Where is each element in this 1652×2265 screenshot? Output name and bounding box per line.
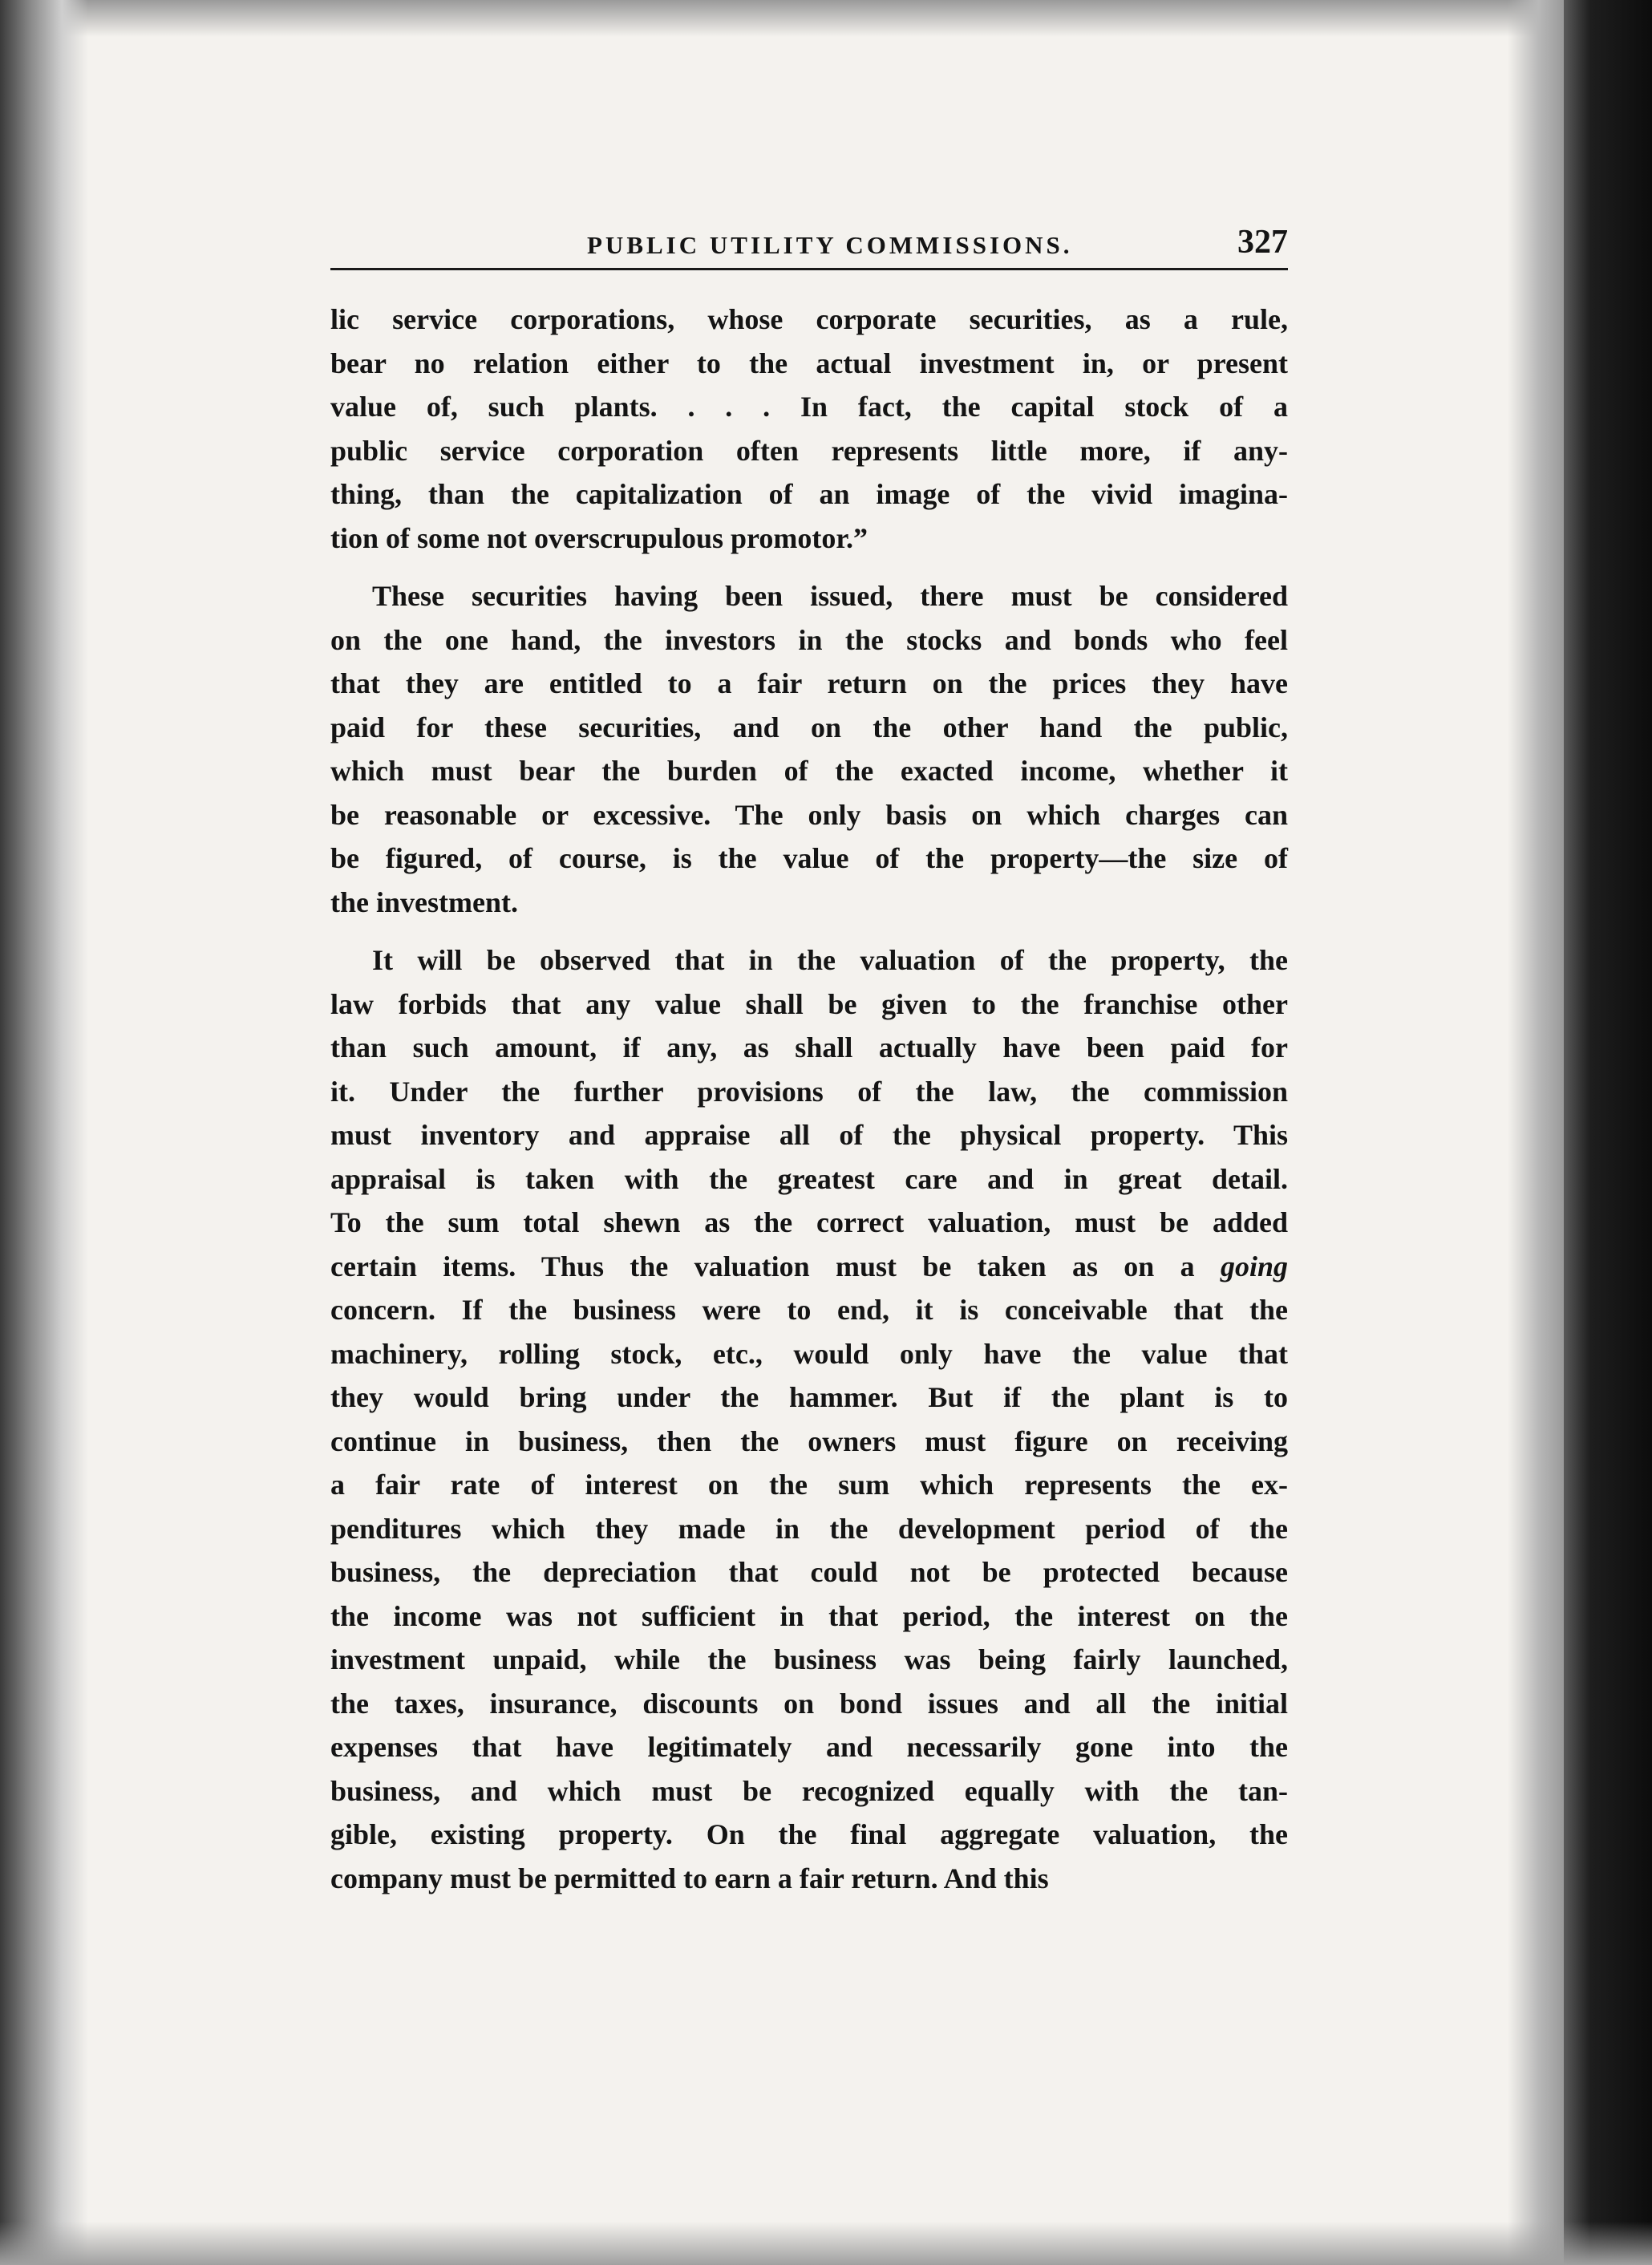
text-line: that they are entitled to a fair return on the prices they have	[330, 667, 1288, 699]
text-line: must inventory and appraise all of the physical property. This	[330, 1119, 1288, 1151]
scan-edge-top	[0, 0, 1652, 37]
paragraph-2	[330, 574, 1288, 924]
text-line: public service corporation often represents little more, if any-	[330, 434, 1288, 467]
italic-word: going	[1220, 1250, 1288, 1282]
text-line: than such amount, if any, as shall actually have been paid for	[330, 1031, 1288, 1064]
text-line: These securities having been issued, there must be considered	[372, 580, 1288, 612]
paragraph-3	[330, 938, 1288, 1900]
text-line: lic service corporations, whose corporate securities, as a rule,	[330, 303, 1288, 335]
text-line: machinery, rolling stock, etc., would only have the value that	[330, 1337, 1288, 1370]
text-line: be figured, of course, is the value of the property—the size of	[330, 842, 1288, 874]
text-line: they would bring under the hammer. But if the plant is to	[330, 1381, 1288, 1413]
scan-edge-right	[1564, 0, 1652, 2265]
text-line: gible, existing property. On the final aggregate valuation, the	[330, 1818, 1288, 1850]
scan-edge-left	[0, 0, 88, 2265]
running-title: PUBLIC UTILITY COMMISSIONS.	[587, 231, 1073, 259]
text-line: the investment.	[330, 885, 518, 918]
book-page	[330, 220, 1288, 2089]
text-line: the taxes, insurance, discounts on bond issues and all the initial	[330, 1687, 1288, 1720]
text-line: appraisal is taken with the greatest care and in great detail.	[330, 1162, 1288, 1195]
text-line: a fair rate of interest on the sum which represents the ex-	[330, 1469, 1288, 1501]
text-line: on the one hand, the investors in the stocks and bonds who feel	[330, 623, 1288, 656]
scan-edge-right-shadow	[1508, 0, 1564, 2265]
text-line: company must be permitted to earn a fair return. And this	[330, 1862, 1049, 1894]
text-line: paid for these securities, and on the other hand the public,	[330, 711, 1288, 744]
text-line: bear no relation either to the actual investment in, or present	[330, 346, 1288, 379]
text-line: be reasonable or excessive. The only basis on which charges can	[330, 798, 1288, 831]
text-line: value of, such plants. . . . In fact, the capital stock of a	[330, 391, 1288, 423]
text-line-start: certain items. Thus the valuation must be taken as on a	[330, 1250, 1195, 1282]
text-line	[330, 1245, 1288, 1289]
text-line: concern. If the business were to end, it is conceivable that the	[330, 1294, 1288, 1326]
text-line: expenses that have legitimately and necessarily gone into the	[330, 1731, 1288, 1763]
text-line: law forbids that any value shall be given to the franchise other	[330, 987, 1288, 1020]
text-line: It will be observed that in the valuation of the property, the	[372, 944, 1288, 976]
page-number: 327	[1237, 224, 1288, 261]
body-text	[330, 298, 1288, 1900]
text-line: business, and which must be recognized equally with the tan-	[330, 1774, 1288, 1807]
paragraph-1	[330, 298, 1288, 560]
text-line: thing, than the capitalization of an image of the vivid imagina-	[330, 478, 1288, 510]
text-line: investment unpaid, while the business was being fairly launched,	[330, 1643, 1288, 1675]
text-line: it. Under the further provisions of the law, the commission	[330, 1075, 1288, 1108]
text-line: tion of some not overscrupulous promotor.”	[330, 521, 869, 554]
text-line: continue in business, then the owners must figure on receiving	[330, 1424, 1288, 1457]
running-head	[330, 220, 1288, 270]
text-line: which must bear the burden of the exacted income, whether it	[330, 755, 1288, 787]
text-line: To the sum total shewn as the correct valuation, must be added	[330, 1206, 1288, 1238]
text-line: the income was not sufficient in that period, the interest on the	[330, 1599, 1288, 1632]
text-line: business, the depreciation that could not be protected because	[330, 1556, 1288, 1588]
scan-edge-bottom	[0, 2222, 1652, 2265]
text-line: penditures which they made in the development period of the	[330, 1512, 1288, 1545]
